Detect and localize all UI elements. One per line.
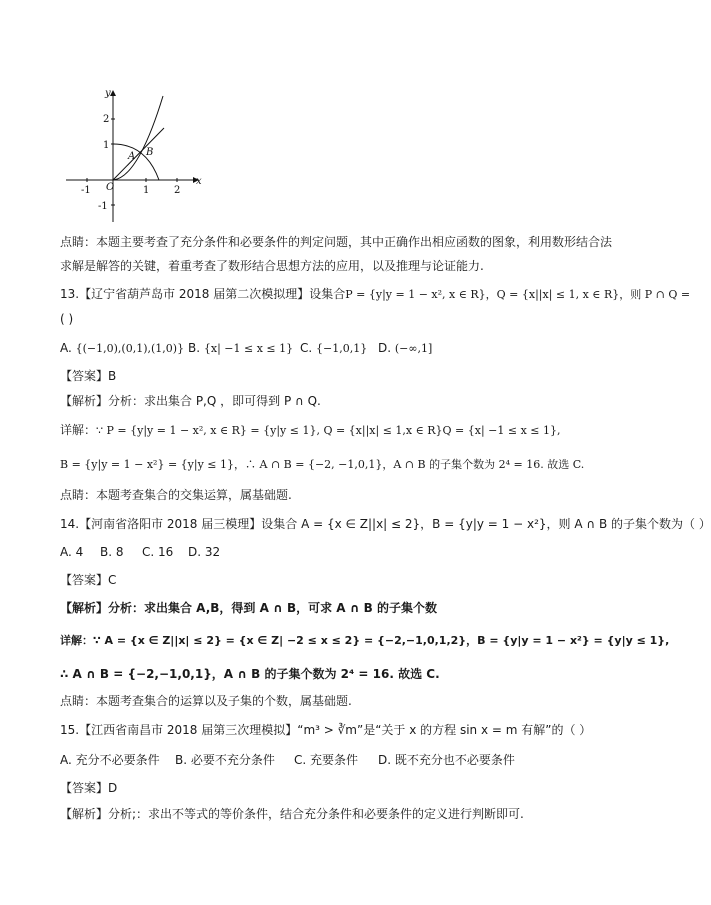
q13-option-d: D. (−∞,1] bbox=[378, 341, 433, 355]
q13-option-b: B. {x| −1 ≤ x ≤ 1} bbox=[188, 341, 294, 355]
q14-detail-2: ∴ A ∩ B = {−2,−1,0,1}，A ∩ B 的子集个数为 2⁴ = 16. 故选 C. bbox=[60, 667, 440, 681]
q15-option-d: D. 既不充分也不必要条件 bbox=[378, 753, 515, 767]
x-axis-label: x bbox=[196, 176, 202, 187]
q13-note: 点睛：本题考查集合的交集运算，属基础题. bbox=[60, 488, 292, 502]
q14-note: 点睛：本题考查集合的运算以及子集的个数，属基础题. bbox=[60, 694, 352, 708]
origin-label: O bbox=[106, 182, 115, 193]
q14-option-a: A. 4 bbox=[60, 545, 84, 559]
tick-x1: 1 bbox=[143, 185, 150, 196]
q13-option-c: C. {−1,0,1} bbox=[300, 341, 368, 355]
function-graph bbox=[58, 82, 218, 222]
tick-y2: 2 bbox=[103, 114, 110, 125]
q14-option-b: B. 8 bbox=[100, 545, 124, 559]
q14-option-c: C. 16 bbox=[142, 545, 174, 559]
q15-answer: 【答案】D bbox=[60, 781, 118, 795]
tick-ym1: -1 bbox=[98, 201, 108, 212]
q13-analysis: 【解析】分析：求出集合 P,Q ，即可得到 P ∩ Q. bbox=[60, 394, 321, 408]
q14-option-d: D. 32 bbox=[188, 545, 221, 559]
point-a-label: A bbox=[128, 151, 136, 162]
tick-y1: 1 bbox=[103, 140, 110, 151]
line-curve bbox=[113, 128, 164, 180]
y-axis-label: y bbox=[105, 88, 111, 99]
q13-stem bbox=[60, 286, 690, 303]
q14-answer: 【答案】C bbox=[60, 573, 117, 587]
q15-option-c: C. 充要条件 bbox=[294, 753, 359, 767]
note-12-line1: 点睛：本题主要考查了充分条件和必要条件的判定问题，其中正确作出相应函数的图象，利用数形结合法 bbox=[60, 235, 613, 249]
q14-stem: 14.【河南省洛阳市 2018 届三模理】设集合 A = {x ∈ Z||x| ≤ 2}，B = {y|y = 1 − x²}，则 A ∩ B 的子集个数为（ ） bbox=[60, 517, 711, 531]
q13-paren: ( ) bbox=[60, 312, 74, 326]
q15-option-a: A. 充分不必要条件 bbox=[60, 753, 160, 767]
q13-detail-2: B = {y|y = 1 − x²} = {y|y ≤ 1}，∴ A ∩ B = {−2, −1,0,1}，A ∩ B 的子集个数为 2⁴ = 16. 故选 C. bbox=[60, 458, 585, 471]
q13-detail-1: 详解：∵ P = {y|y = 1 − x², x ∈ R} = {y|y ≤ 1}, Q = {x||x| ≤ 1,x ∈ R}Q = {x| −1 ≤ x ≤ 1}, bbox=[60, 423, 561, 437]
q13-answer: 【答案】B bbox=[60, 369, 117, 383]
note-12-line2: 求解是解答的关键，着重考查了数形结合思想方法的应用，以及推理与论证能力. bbox=[60, 259, 484, 273]
q15-analysis: 【解析】分析;：求出不等式的等价条件，结合充分条件和必要条件的定义进行判断即可. bbox=[60, 807, 524, 821]
q15-stem: 15.【江西省南昌市 2018 届第三次理模拟】“m³ > ∛m”是“关于 x 的方程 sin x = m 有解”的（ ） bbox=[60, 723, 592, 737]
q13-stem-prefix: 13.【辽宁省葫芦岛市 2018 届第二次模拟理】设集合 bbox=[60, 287, 346, 301]
q14-analysis: 【解析】分析：求出集合 A,B，得到 A ∩ B，可求 A ∩ B 的子集个数 bbox=[60, 601, 437, 615]
y-axis-arrow bbox=[110, 90, 116, 96]
q13-option-a: A. {(−1,0),(0,1),(1,0)} bbox=[60, 341, 185, 355]
parabola-curve bbox=[113, 96, 163, 180]
q13-stem-math: P = {y|y = 1 − x², x ∈ R}，Q = {x||x| ≤ 1, x ∈ R}，则 P ∩ Q = bbox=[345, 288, 691, 301]
point-b-label: B bbox=[146, 147, 154, 158]
q14-detail-1: 详解：∵ A = {x ∈ Z||x| ≤ 2} = {x ∈ Z| −2 ≤ x ≤ 2} = {−2,−1,0,1,2}，B = {y|y = 1 − x²} = {y|y ≤ 1}, bbox=[60, 634, 670, 647]
q15-option-b: B. 必要不充分条件 bbox=[175, 753, 275, 767]
tick-xm1: -1 bbox=[81, 185, 91, 196]
tick-x2: 2 bbox=[174, 185, 181, 196]
